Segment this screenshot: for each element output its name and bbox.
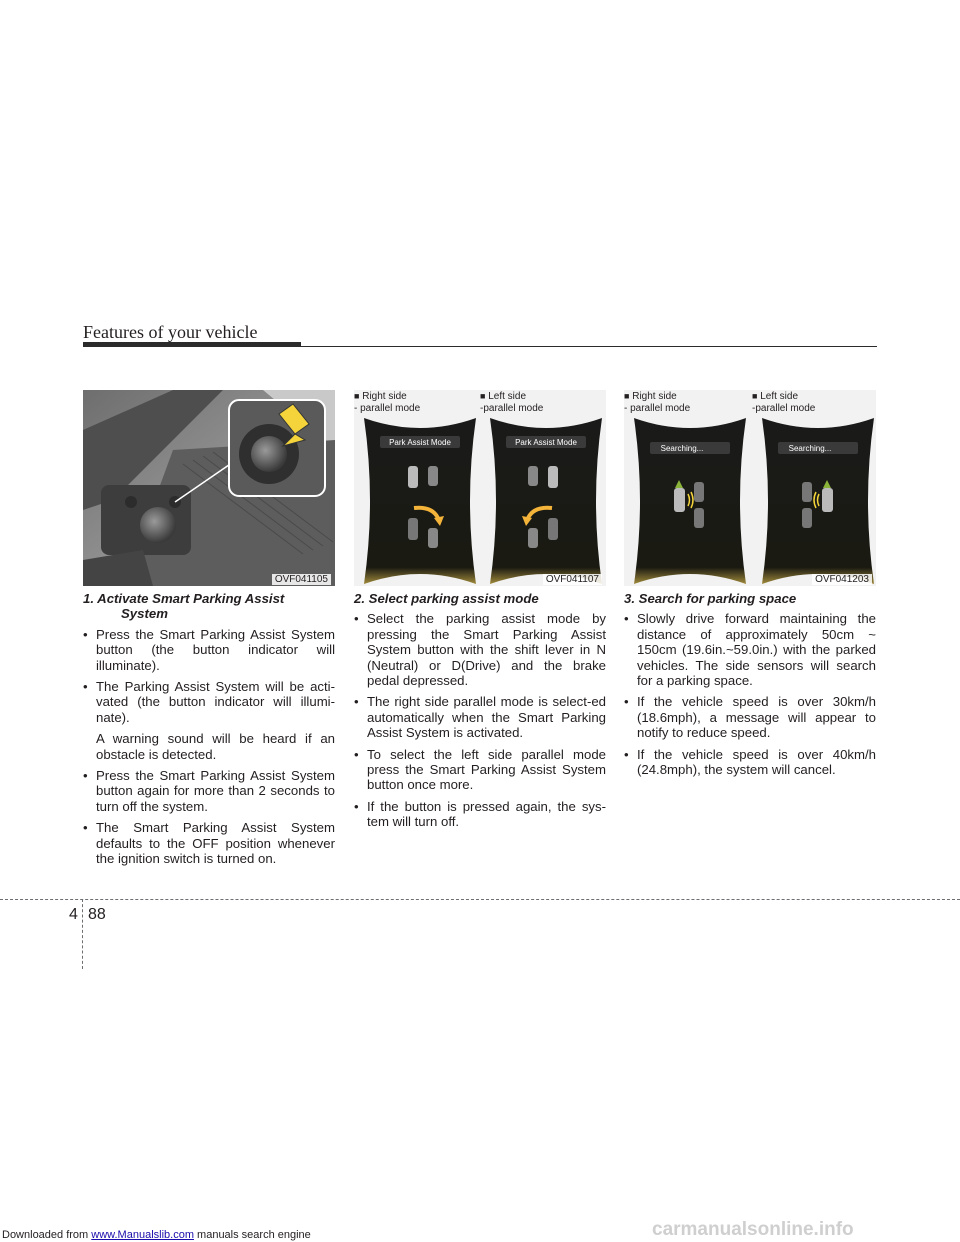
list-item: • The Smart Parking Assist System defaults to the OFF position whenever the ignition switch is turned on. [83, 820, 335, 866]
list-item: • Slowly drive forward maintaining the distance of approximately 50cm ~ 150cm (19.6in.~59.0in.) with the parked vehicles. The side sensors will search for a parking space. [624, 611, 876, 688]
page-number: 88 [88, 906, 106, 923]
section-heading: 2. Select parking assist mode [354, 591, 539, 606]
screen-right-parallel [364, 418, 476, 584]
caption-right-side [624, 390, 690, 415]
screen-right-parallel-graphic [364, 418, 476, 584]
list-item: • If the vehicle speed is over 30km/h (18.6mph), a message will appear to notify to reduce speed. [624, 694, 876, 740]
caption-left-line1: Left side [760, 391, 799, 402]
heading-line1: 1. Activate Smart Parking Assist [83, 591, 285, 606]
caption-right-line2: - parallel mode [354, 403, 421, 414]
footer-vertical-divider [82, 899, 83, 969]
bullet-list [83, 768, 335, 866]
caption-right-line2: - parallel mode [624, 403, 691, 414]
caption-right-side [354, 390, 420, 415]
caption-left-line1: Left side [488, 391, 527, 402]
caption-left-line2: -parallel mode [752, 403, 816, 414]
section-select-mode [354, 591, 606, 836]
list-item: • Press the Smart Parking Assist System button again for more than 2 seconds to turn off the system. [83, 768, 335, 814]
warning-note: A warning sound will be heard if an obstacle is detected. [96, 731, 335, 762]
caption-right-line1: Right side [632, 391, 677, 402]
bullet-list [624, 611, 876, 777]
screen-left-searching-graphic [762, 418, 874, 584]
bullet-list [354, 611, 606, 829]
section-heading: 3. Search for parking space [624, 591, 797, 606]
caption-square-icon: ■ [752, 391, 758, 401]
screen-title: Park Assist Mode [389, 438, 451, 447]
download-notice [2, 1229, 311, 1241]
manualslib-link[interactable]: www.Manualslib.com [91, 1229, 194, 1241]
screen-title: Park Assist Mode [515, 438, 577, 447]
screen-right-searching [634, 418, 746, 584]
watermark: carmanualsonline.info [652, 1219, 854, 1240]
section-heading [83, 591, 335, 622]
list-item: • The Parking Assist System will be acti-vated (the button indicator will illumi-nate). [83, 679, 335, 725]
list-item: • If the vehicle speed is over 40km/h (24.8mph), the system will cancel. [624, 747, 876, 778]
screen-left-parallel-graphic [490, 418, 602, 584]
section-search-space [624, 591, 876, 783]
figure-code-3: OVF041203 [812, 574, 872, 585]
figure-code-1: OVF041105 [272, 574, 331, 585]
figure-park-assist-mode [354, 390, 606, 586]
figure-searching [624, 390, 876, 586]
chapter-number: 4 [69, 906, 78, 923]
screen-title: Searching... [788, 444, 832, 453]
caption-left-line2: -parallel mode [480, 403, 544, 414]
caption-square-icon: ■ [354, 391, 360, 401]
list-item: • If the button is pressed again, the sys-tem will turn off. [354, 799, 606, 830]
download-prefix: Downloaded from [2, 1229, 92, 1241]
screen-right-searching-graphic [634, 418, 746, 584]
section-activate [83, 591, 335, 873]
screen-title: Searching... [660, 444, 704, 453]
caption-left-side [480, 390, 543, 415]
heading-line2: System [121, 606, 168, 622]
caption-square-icon: ■ [624, 391, 630, 401]
list-item: • The right side parallel mode is select-ed automatically when the Smart Parking Assist System is activated. [354, 694, 606, 740]
caption-right-line1: Right side [362, 391, 407, 402]
console-illustration [83, 390, 335, 586]
list-item: • Press the Smart Parking Assist System button (the button indicator will illuminate). [83, 627, 335, 673]
list-item: • To select the left side parallel mode press the Smart Parking Assist System button once more. [354, 747, 606, 793]
screen-left-searching [762, 418, 874, 584]
header-rule [83, 346, 877, 347]
download-suffix: manuals search engine [193, 1229, 311, 1241]
figure-console-button [83, 390, 335, 586]
page-header-title: Features of your vehicle [83, 322, 258, 342]
figure-code-2: OVF041107 [543, 574, 602, 585]
footer-divider [0, 899, 960, 900]
list-item: • Select the parking assist mode by pressing the Smart Parking Assist System button with the shift lever in N (Neutral) or D(Drive) and the brake pedal depressed. [354, 611, 606, 688]
caption-left-side [752, 390, 815, 415]
caption-square-icon: ■ [480, 391, 486, 401]
bullet-list [83, 627, 335, 725]
screen-left-parallel [490, 418, 602, 584]
